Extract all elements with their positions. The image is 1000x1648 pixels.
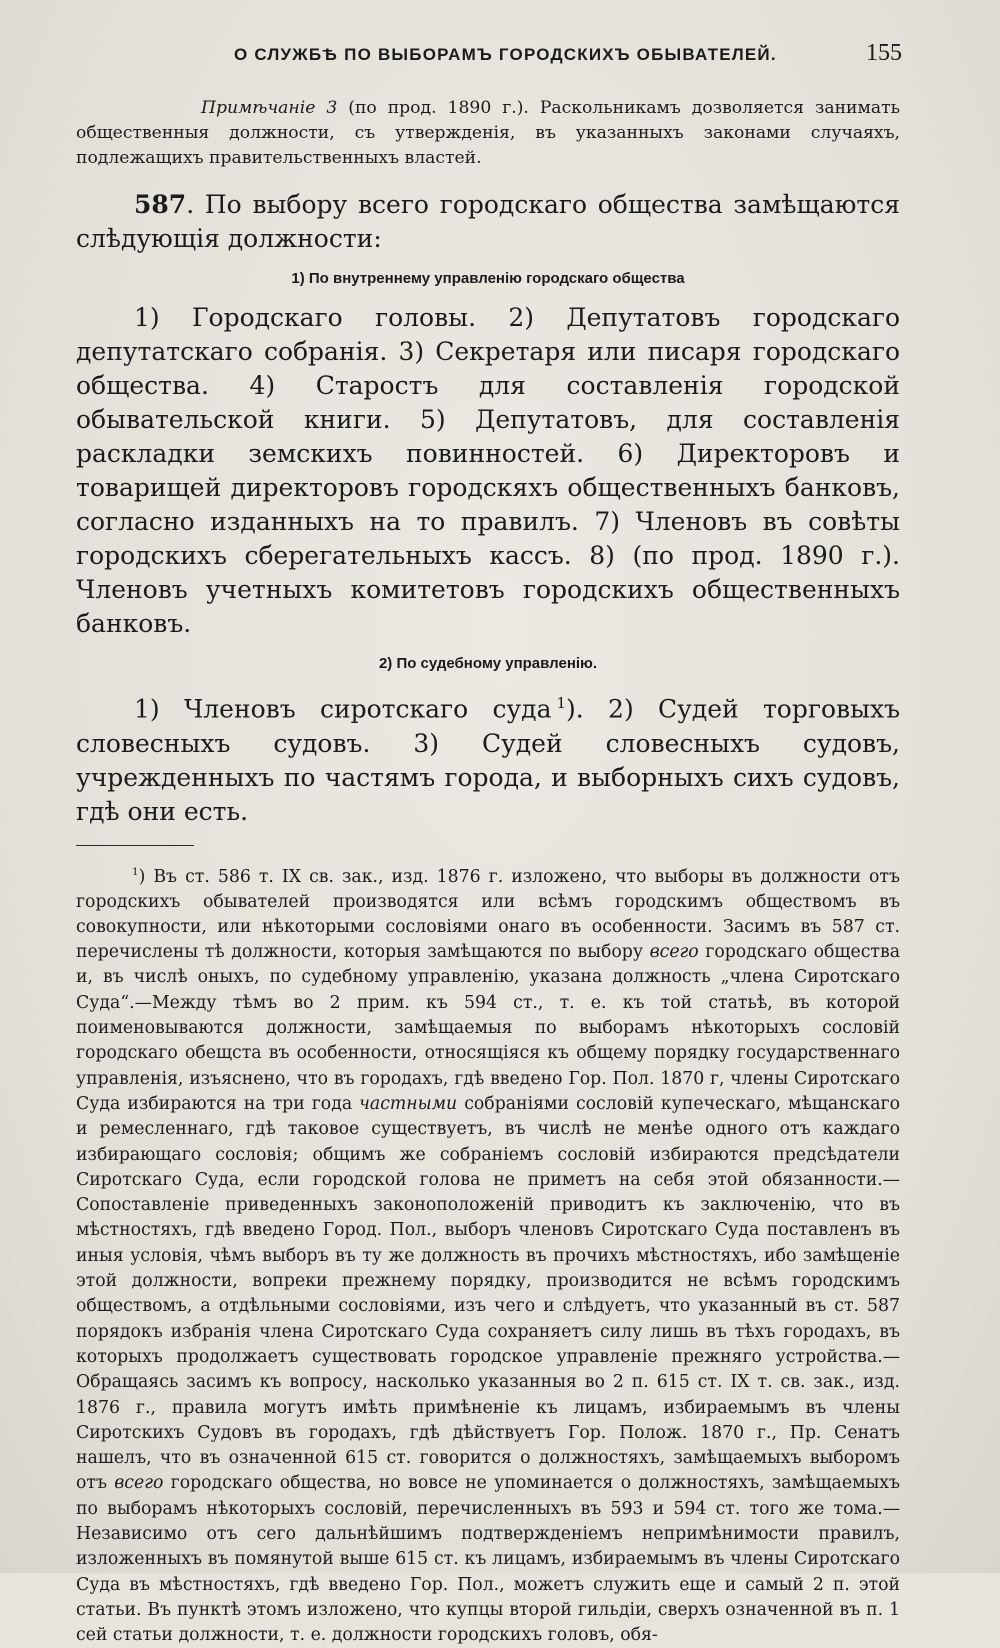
footnote-part-2: городскаго общества и, въ числѣ оныхъ, по судебному управленію, указана должность „члена Сиротскаго Суда“.—Между тѣмъ во 2 прим. къ 594 ст., т. е. къ той статьѣ, въ которой поименовываются должности, замѣщаемыя по выборамъ нѣкоторыхъ сословій городскаго обещста въ особенности, относящіяся къ общему порядку государственнаго управленія, изъяснено, что въ городахъ, гдѣ введено Гор. Пол. 1870 г, члены Сиротскаго Суда избираются на три года — [76, 942, 900, 1114]
footnote-rule — [76, 845, 194, 846]
section-heading-2: 2) По судебному управленію. — [378, 655, 598, 673]
section-text-1: 1) Городскаго головы. 2) Депутатовъ городскаго депутатскаго собранія. 3) Секретаря или писаря городскаго общества. 4) Старостъ для составленія городской обывательской книги. 5) Депутатовъ, для составленія раскладки земскихъ повинностей. 6) Директоровъ и товарищей директоровъ городскяхъ общественныхъ банковъ, согласно изданныхъ на то правилъ. 7) Членовъ въ совѣты городскихъ сберегательныхъ кассъ. 8) (по прод. 1890 г.). Членовъ учетныхъ комитетовъ городскихъ общественныхъ банковъ. — [76, 303, 900, 639]
footnote-part-3: собраніями сословій купеческаго, мѣщанскаго и ремесленнаго, гдѣ таковое существуетъ, въ числѣ не менѣе одного отъ каждаго избирающаго сословія; общимъ же собраніемъ сословій избираются предсѣдатели Сиротскаго Суда, если городской голова не приметъ на себя этой обязанности.—Сопоставленіе приведенныхъ законоположеній приводитъ къ заключенію, что въ мѣстностяхъ, гдѣ введено Город. Пол., выборъ членовъ Сиротскаго Суда поставленъ въ иныя условія, чѣмъ выборъ въ ту же должность въ прочихъ мѣстностяхъ, ибо замѣщеніе этой должности, вопреки прежнему порядку, производится не всѣмъ городскимъ обществомъ, а отдѣльными сословіями, изъ чего и слѣдуетъ, что указанный въ ст. 587 порядокъ избранія члена Сиротскаго Суда сохраняетъ силу лишь въ тѣхъ городахъ, въ которыхъ продолжаетъ существовать городское управленіе прежняго устройства.—Обращаясь засимъ къ вопросу, насколько указанныя во 2 п. 615 ст. IX т. св. зак., изд. 1876 г., правила могутъ имѣть примѣненіе къ лицамъ, избираемымъ въ члены Сиротскихъ Судовъ въ городахъ, гдѣ дѣйствуетъ Гор. Полож. 1870 г., Пр. Сенатъ нашелъ, что въ означенной 615 ст. говорится о должностяхъ, замѣщаемыхъ выборомъ отъ — [76, 1093, 900, 1494]
footnote-emphasis-3: всего — [114, 1473, 164, 1494]
page-number: 155 — [866, 40, 902, 66]
footnote — [76, 860, 900, 1648]
note-text: (по прод. 1890 г.). Раскольникамъ дозволяется занимать общественныя должности, съ утвержденія, въ указанныхъ законами случаяхъ, подлежащихъ правительственныхъ властей. — [76, 98, 900, 168]
page-header — [234, 40, 900, 70]
note-label: Примѣчаніе 3 — [201, 98, 338, 118]
article-paragraph — [76, 188, 900, 256]
article-text: . По выбору всего городскаго общества замѣщаются слѣдующія должности: — [76, 190, 900, 254]
footnote-mark: 1 — [132, 865, 139, 878]
section-2-text-after: . 2) Судей торговыхъ словесныхъ судовъ. 3) Судей словесныхъ судовъ, учрежденныхъ по частямъ города, и выборныхъ сихъ судовъ, гдѣ они есть. — [76, 694, 900, 826]
footnote-part-1: ) Въ ст. 586 т. IX св. зак., изд. 1876 г. изложено, что выборы въ должности отъ городскихъ обывателей производятся или всѣмъ городскимъ обществомъ въ совокупности, или нѣкоторыми сословіями онаго въ особенности. Засимъ въ 587 ст. перечислены тѣ должности, которыя замѣщаются по выбору — [76, 866, 900, 963]
footnote-emphasis-1: всего — [649, 942, 699, 963]
note-paragraph — [76, 96, 900, 171]
section-text-2: 1) Членовъ сиротскаго суда $^1$). 2) Судей торговыхъ словесныхъ судовъ. 3) Судей словесныхъ судовъ, учрежденныхъ по частямъ города, и выборныхъ сихъ судовъ, гдѣ они есть. — [76, 694, 900, 826]
section-2-text-before: 1) Членовъ сиротскаго суда — [134, 694, 552, 724]
footnote-emphasis-2: частными — [359, 1093, 458, 1114]
running-title: О СЛУЖБѢ ПО ВЫБОРАМЪ ГОРОДСКИХЪ ОБЫВАТЕЛЕЙ. — [234, 45, 777, 64]
article-number: 587 — [134, 190, 187, 220]
footnote-reference: 1 — [556, 694, 567, 713]
section-heading-1: 1) По внутреннему управленію городскаго общества — [291, 270, 685, 288]
footnote-part-4: городскаго общества, но вовсе не упоминается о должностяхъ, замѣщаемыхъ по выборамъ нѣкоторыхъ сословій, перечисленныхъ въ 593 и 594 ст. того же тома.—Независимо отъ сего дальнѣйшимъ подтвержденіемъ непримѣнимости правилъ, изложенныхъ въ помянутой выше 615 ст. къ лицамъ, избираемымъ въ члены Сиротскаго Суда въ мѣстностяхъ, гдѣ введено Гор. Пол., можетъ служить еще и самый 2 п. этой статьи. Въ пунктѣ этомъ изложено, что купцы второй гильдіи, сверхъ означенной въ п. 1 сей статьи должности, т. е. должности городскихъ головъ, обя- — [76, 1473, 901, 1646]
